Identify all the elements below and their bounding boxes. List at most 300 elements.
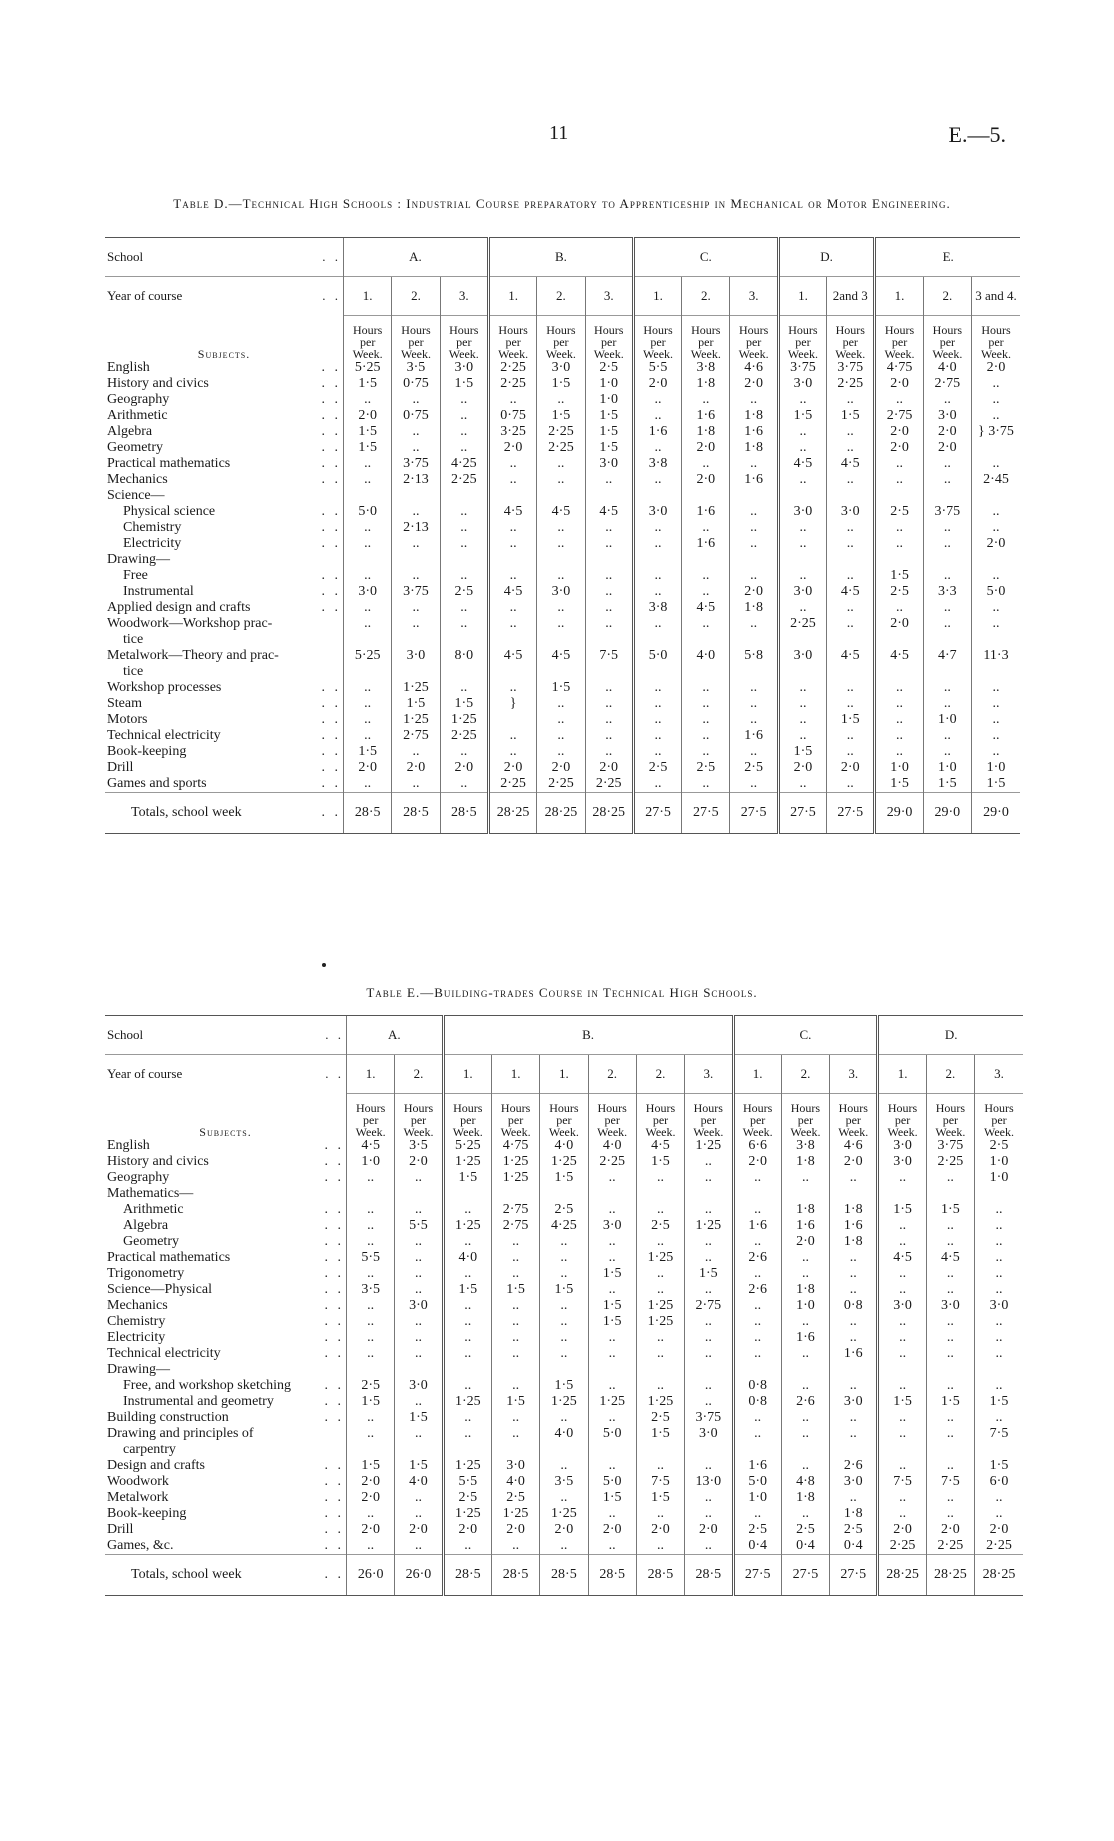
value-cell: .. (540, 1234, 588, 1250)
table-row (105, 1378, 1023, 1394)
year-header-cell: 2. (923, 277, 971, 316)
school-group-header: D. (778, 238, 875, 277)
year-header-cell: 1. (488, 277, 536, 316)
year-header-cell: 2. (926, 1055, 974, 1094)
table-row (105, 1314, 1023, 1330)
year-header-cell: 3. (730, 277, 778, 316)
total-cell: 28·5 (588, 1555, 636, 1596)
value-cell: 1·0 (875, 760, 923, 776)
value-cell: .. (537, 616, 585, 632)
value-cell: .. (682, 456, 730, 472)
value-cell: .. (347, 1506, 395, 1522)
value-cell: .. (392, 600, 440, 616)
value-cell: 2·0 (588, 1522, 636, 1538)
value-cell (730, 488, 778, 504)
value-cell: .. (588, 1458, 636, 1474)
year-header-cell: 2. (588, 1055, 636, 1094)
value-cell (588, 1362, 636, 1378)
value-cell: 3·5 (540, 1474, 588, 1490)
value-cell (685, 1442, 733, 1458)
value-cell: .. (588, 1202, 636, 1218)
value-cell: 1·6 (781, 1218, 829, 1234)
table-row (105, 568, 1020, 584)
value-cell: 5·0 (588, 1426, 636, 1442)
value-cell: 1·5 (344, 744, 392, 760)
table-row (105, 1170, 1023, 1186)
value-cell: .. (633, 440, 681, 456)
subject-label-text: Design and crafts (107, 1458, 205, 1473)
value-cell: .. (392, 424, 440, 440)
value-cell: 3·75 (778, 360, 826, 376)
value-cell: 1·5 (491, 1282, 539, 1298)
subject-label: Free . . (123, 568, 342, 583)
value-cell: .. (395, 1234, 443, 1250)
value-cell: 2·0 (878, 1522, 926, 1538)
value-cell: 3·0 (830, 1474, 878, 1490)
value-cell (588, 1186, 636, 1202)
value-cell: } 3·75 (972, 424, 1021, 440)
value-cell: .. (344, 392, 392, 408)
school-group-header: C. (633, 238, 778, 277)
value-cell: .. (395, 1314, 443, 1330)
total-cell: 29·0 (923, 793, 971, 834)
value-cell: .. (733, 1410, 781, 1426)
table-row (105, 1250, 1023, 1266)
subject-label-text: Workshop processes (107, 680, 222, 695)
value-cell: .. (972, 616, 1021, 632)
value-cell: .. (685, 1394, 733, 1410)
value-cell: .. (975, 1378, 1023, 1394)
value-cell: .. (588, 1410, 636, 1426)
value-cell: .. (875, 744, 923, 760)
value-cell (972, 664, 1021, 680)
unit-header-cell: Hours per Week. (488, 316, 536, 361)
subject-label: Chemistry . . (123, 520, 342, 535)
value-cell (878, 1442, 926, 1458)
value-cell: 1·5 (347, 1394, 395, 1410)
value-cell: 1·5 (440, 696, 488, 712)
school-label-text: School (107, 249, 144, 264)
value-cell: .. (588, 1282, 636, 1298)
value-cell: 4·0 (540, 1138, 588, 1154)
value-cell: 2·5 (491, 1490, 539, 1506)
total-cell: 28·25 (537, 793, 585, 834)
subject-label (105, 1362, 347, 1378)
total-cell: 28·5 (440, 793, 488, 834)
value-cell: .. (636, 1234, 684, 1250)
value-cell (585, 664, 633, 680)
value-cell: 3·0 (395, 1298, 443, 1314)
value-cell: 3·25 (488, 424, 536, 440)
value-cell: 1·25 (491, 1506, 539, 1522)
table-row (105, 1266, 1023, 1282)
value-cell: 2·0 (875, 440, 923, 456)
value-cell: 7·5 (975, 1426, 1023, 1442)
value-cell (440, 664, 488, 680)
subject-label: English . . (107, 1138, 345, 1153)
value-cell: .. (443, 1266, 491, 1282)
value-cell (682, 664, 730, 680)
subject-label-text: Geography (107, 1170, 170, 1185)
value-cell (685, 1186, 733, 1202)
value-cell: 1·8 (830, 1202, 878, 1218)
value-cell: .. (926, 1266, 974, 1282)
value-cell: .. (875, 712, 923, 728)
value-cell: 2·0 (875, 376, 923, 392)
value-cell: .. (636, 1330, 684, 1346)
value-cell (395, 1186, 443, 1202)
value-cell: .. (926, 1330, 974, 1346)
value-cell: .. (585, 728, 633, 744)
value-cell (392, 552, 440, 568)
value-cell: .. (540, 1458, 588, 1474)
value-cell: 1·5 (875, 776, 923, 793)
value-cell (923, 664, 971, 680)
value-cell: 4·5 (778, 456, 826, 472)
value-cell (491, 1362, 539, 1378)
unit-header-cell: Hours per Week. (540, 1094, 588, 1139)
value-cell (830, 1442, 878, 1458)
unit-header-cell: Hours per Week. (443, 1094, 491, 1139)
table-row (105, 1138, 1023, 1154)
value-cell: .. (781, 1266, 829, 1282)
school-group-header: B. (488, 238, 633, 277)
value-cell: 2·5 (875, 584, 923, 600)
value-cell (975, 1186, 1023, 1202)
value-cell: .. (440, 408, 488, 424)
value-cell: 2·25 (926, 1154, 974, 1170)
value-cell: .. (488, 456, 536, 472)
value-cell: 1·0 (781, 1298, 829, 1314)
value-cell (395, 1442, 443, 1458)
value-cell: .. (733, 1346, 781, 1362)
value-cell: 1·5 (537, 680, 585, 696)
value-cell: 4·5 (875, 648, 923, 664)
subject-label: Instrumental and geometry . . (123, 1394, 345, 1409)
value-cell: 1·0 (585, 392, 633, 408)
value-cell: .. (926, 1458, 974, 1474)
table-row (105, 376, 1020, 392)
subject-label-text: Science—Physical (107, 1282, 212, 1297)
value-cell: .. (537, 600, 585, 616)
value-cell: 2·0 (488, 440, 536, 456)
value-cell: .. (778, 472, 826, 488)
table-row (105, 1394, 1023, 1410)
value-cell: .. (827, 520, 875, 536)
subject-label-text: Metalwork—Theory and prac- (107, 648, 279, 663)
subject-label-text: Practical mathematics (107, 1250, 231, 1265)
value-cell: .. (923, 616, 971, 632)
value-cell: .. (972, 376, 1021, 392)
value-cell: .. (633, 616, 681, 632)
value-cell: 2·75 (392, 728, 440, 744)
subject-label-text: Steam (107, 696, 142, 711)
value-cell: .. (778, 536, 826, 552)
year-header-cell: 1. (778, 277, 826, 316)
value-cell: .. (685, 1458, 733, 1474)
subject-label: Book-keeping . . (107, 1506, 345, 1521)
value-cell: 1·6 (730, 728, 778, 744)
subject-label-text: Technical electricity (107, 728, 221, 743)
value-cell: .. (344, 696, 392, 712)
value-cell: 3·8 (633, 456, 681, 472)
subject-label: Mechanics . . (107, 1298, 345, 1313)
value-cell: .. (488, 568, 536, 584)
value-cell: .. (440, 744, 488, 760)
value-cell: 2·5 (781, 1522, 829, 1538)
value-cell: 0·8 (733, 1394, 781, 1410)
subject-label-text: Algebra (123, 1218, 169, 1233)
value-cell (827, 664, 875, 680)
value-cell: 2·0 (926, 1522, 974, 1538)
value-cell: 1·5 (827, 408, 875, 424)
value-cell: .. (781, 1426, 829, 1442)
value-cell: 1·6 (733, 1458, 781, 1474)
value-cell: 1·8 (830, 1234, 878, 1250)
value-cell: .. (685, 1314, 733, 1330)
value-cell: 2·5 (733, 1522, 781, 1538)
subject-label-text: Instrumental (123, 584, 194, 599)
value-cell: .. (347, 1170, 395, 1186)
value-cell: 5·8 (730, 648, 778, 664)
value-cell: 1·6 (830, 1346, 878, 1362)
value-cell: .. (395, 1538, 443, 1555)
value-cell: .. (778, 568, 826, 584)
unit-header-cell: Hours per Week. (733, 1094, 781, 1139)
value-cell: .. (537, 456, 585, 472)
year-label-text: Year of course (107, 1066, 183, 1082)
value-cell: 1·25 (636, 1394, 684, 1410)
value-cell: 4·25 (440, 456, 488, 472)
value-cell: 1·5 (588, 1490, 636, 1506)
value-cell (923, 488, 971, 504)
value-cell (540, 1442, 588, 1458)
year-header-cell: 3. (685, 1055, 733, 1094)
subject-label (105, 664, 344, 680)
value-cell: .. (488, 536, 536, 552)
subject-label (105, 488, 344, 504)
value-cell: .. (685, 1538, 733, 1555)
value-cell: .. (585, 744, 633, 760)
value-cell: .. (585, 600, 633, 616)
value-cell: 1·5 (878, 1394, 926, 1410)
value-cell: .. (344, 776, 392, 793)
unit-header-cell: Hours per Week. (875, 316, 923, 361)
value-cell (685, 1362, 733, 1378)
value-cell: .. (344, 472, 392, 488)
value-cell (633, 664, 681, 680)
value-cell: .. (972, 520, 1021, 536)
value-cell: 1·5 (778, 408, 826, 424)
value-cell: .. (730, 520, 778, 536)
value-cell (392, 664, 440, 680)
table-row (105, 408, 1020, 424)
value-cell: .. (585, 520, 633, 536)
value-cell: 2·0 (537, 760, 585, 776)
value-cell: .. (537, 536, 585, 552)
value-cell: 1·25 (540, 1154, 588, 1170)
table-row (105, 424, 1020, 440)
value-cell: 2·6 (733, 1282, 781, 1298)
value-cell: 1·0 (975, 1170, 1023, 1186)
subject-label-text: Free (123, 568, 148, 583)
value-cell (488, 488, 536, 504)
value-cell: 1·5 (585, 440, 633, 456)
value-cell (778, 488, 826, 504)
value-cell (540, 1186, 588, 1202)
value-cell: .. (926, 1426, 974, 1442)
value-cell (392, 632, 440, 648)
value-cell: 6·0 (975, 1474, 1023, 1490)
value-cell: .. (392, 568, 440, 584)
value-cell (636, 1186, 684, 1202)
value-cell: 2·13 (392, 472, 440, 488)
value-cell: 6·6 (733, 1138, 781, 1154)
value-cell: .. (636, 1378, 684, 1394)
value-cell: .. (585, 568, 633, 584)
value-cell (781, 1362, 829, 1378)
subject-label-text: Instrumental and geometry (123, 1394, 274, 1409)
value-cell: 2·0 (685, 1522, 733, 1538)
value-cell: .. (491, 1538, 539, 1555)
subject-label-text: Drill (107, 760, 134, 775)
table-row (105, 728, 1020, 744)
school-label-text: School (107, 1027, 144, 1042)
subject-label: Mechanics . . (107, 472, 342, 487)
value-cell: .. (878, 1234, 926, 1250)
subject-label: Science—Physical . . (107, 1282, 345, 1297)
value-cell: .. (878, 1426, 926, 1442)
school-header-row (105, 238, 1020, 277)
value-cell: 1·5 (540, 1170, 588, 1186)
value-cell: 2·0 (347, 1490, 395, 1506)
total-cell: 27·5 (633, 793, 681, 834)
value-cell: 1·25 (443, 1458, 491, 1474)
value-cell: .. (540, 1346, 588, 1362)
value-cell: .. (440, 680, 488, 696)
value-cell (875, 552, 923, 568)
value-cell: 5·5 (443, 1474, 491, 1490)
value-cell: .. (588, 1234, 636, 1250)
value-cell: .. (830, 1282, 878, 1298)
subject-label-text: Woodwork—Workshop prac- (107, 616, 273, 631)
value-cell: 2·0 (395, 1522, 443, 1538)
value-cell: 4·5 (537, 648, 585, 664)
total-cell: 28·25 (926, 1555, 974, 1596)
value-cell: 2·0 (781, 1234, 829, 1250)
value-cell (730, 664, 778, 680)
value-cell: 2·0 (636, 1522, 684, 1538)
value-cell: 4·6 (730, 360, 778, 376)
subject-label-text: Chemistry (123, 520, 182, 535)
table-row (105, 1186, 1023, 1202)
subject-label: Electricity . . (107, 1330, 345, 1345)
value-cell (975, 1442, 1023, 1458)
unit-header-row (105, 316, 1020, 361)
year-header-row (105, 1055, 1023, 1094)
value-cell: .. (588, 1506, 636, 1522)
subject-label-text: Drill (107, 1522, 134, 1537)
value-cell: .. (491, 1314, 539, 1330)
value-cell: .. (733, 1170, 781, 1186)
table-row (105, 456, 1020, 472)
value-cell: 2·5 (830, 1522, 878, 1538)
value-cell: .. (585, 712, 633, 728)
value-cell: 1·5 (395, 1410, 443, 1426)
table-row (105, 1490, 1023, 1506)
totals-row (105, 793, 1020, 834)
subject-label-text: Mechanics (107, 472, 168, 487)
value-cell: 1·6 (633, 424, 681, 440)
table-row (105, 1218, 1023, 1234)
value-cell: .. (491, 1378, 539, 1394)
value-cell: .. (585, 616, 633, 632)
value-cell: 5·0 (588, 1474, 636, 1490)
value-cell: 2·25 (488, 376, 536, 392)
total-cell: 27·5 (733, 1555, 781, 1596)
value-cell (778, 664, 826, 680)
subject-label-text: Drawing— (107, 1362, 170, 1377)
value-cell (972, 552, 1021, 568)
value-cell: .. (926, 1410, 974, 1426)
table-row (105, 392, 1020, 408)
value-cell: .. (443, 1234, 491, 1250)
value-cell: .. (972, 504, 1021, 520)
value-cell: 5·0 (633, 648, 681, 664)
subject-label: Steam . . (107, 696, 342, 711)
subject-label: Drill . . (107, 1522, 345, 1537)
value-cell: .. (633, 712, 681, 728)
subject-label-text: Applied design and crafts (107, 600, 251, 615)
value-cell (443, 1442, 491, 1458)
value-cell: 1·6 (781, 1330, 829, 1346)
subject-label: Applied design and crafts . . (107, 600, 342, 615)
value-cell: .. (972, 568, 1021, 584)
value-cell: 1·5 (395, 1458, 443, 1474)
value-cell: .. (347, 1234, 395, 1250)
value-cell: 3·0 (588, 1218, 636, 1234)
value-cell: .. (975, 1266, 1023, 1282)
value-cell: 7·5 (636, 1474, 684, 1490)
value-cell: .. (875, 392, 923, 408)
value-cell: 3·5 (347, 1282, 395, 1298)
value-cell: .. (685, 1490, 733, 1506)
value-cell: .. (733, 1506, 781, 1522)
value-cell: .. (778, 392, 826, 408)
value-cell: 3·75 (392, 584, 440, 600)
value-cell (440, 552, 488, 568)
value-cell: 0·75 (392, 408, 440, 424)
value-cell: 1·25 (443, 1506, 491, 1522)
value-cell: 1·5 (926, 1202, 974, 1218)
value-cell: .. (926, 1378, 974, 1394)
value-cell: 3·0 (491, 1458, 539, 1474)
value-cell: .. (440, 776, 488, 793)
value-cell: 2·0 (347, 1474, 395, 1490)
value-cell: .. (491, 1346, 539, 1362)
page-number: 11 (549, 122, 569, 144)
value-cell: .. (540, 1266, 588, 1282)
value-cell: .. (491, 1266, 539, 1282)
unit-header-cell: Hours per Week. (830, 1094, 878, 1139)
value-cell (537, 552, 585, 568)
value-cell: .. (633, 472, 681, 488)
value-cell: 7·5 (878, 1474, 926, 1490)
value-cell: .. (975, 1202, 1023, 1218)
value-cell: 3·8 (633, 600, 681, 616)
value-cell: .. (875, 600, 923, 616)
value-cell: .. (440, 616, 488, 632)
